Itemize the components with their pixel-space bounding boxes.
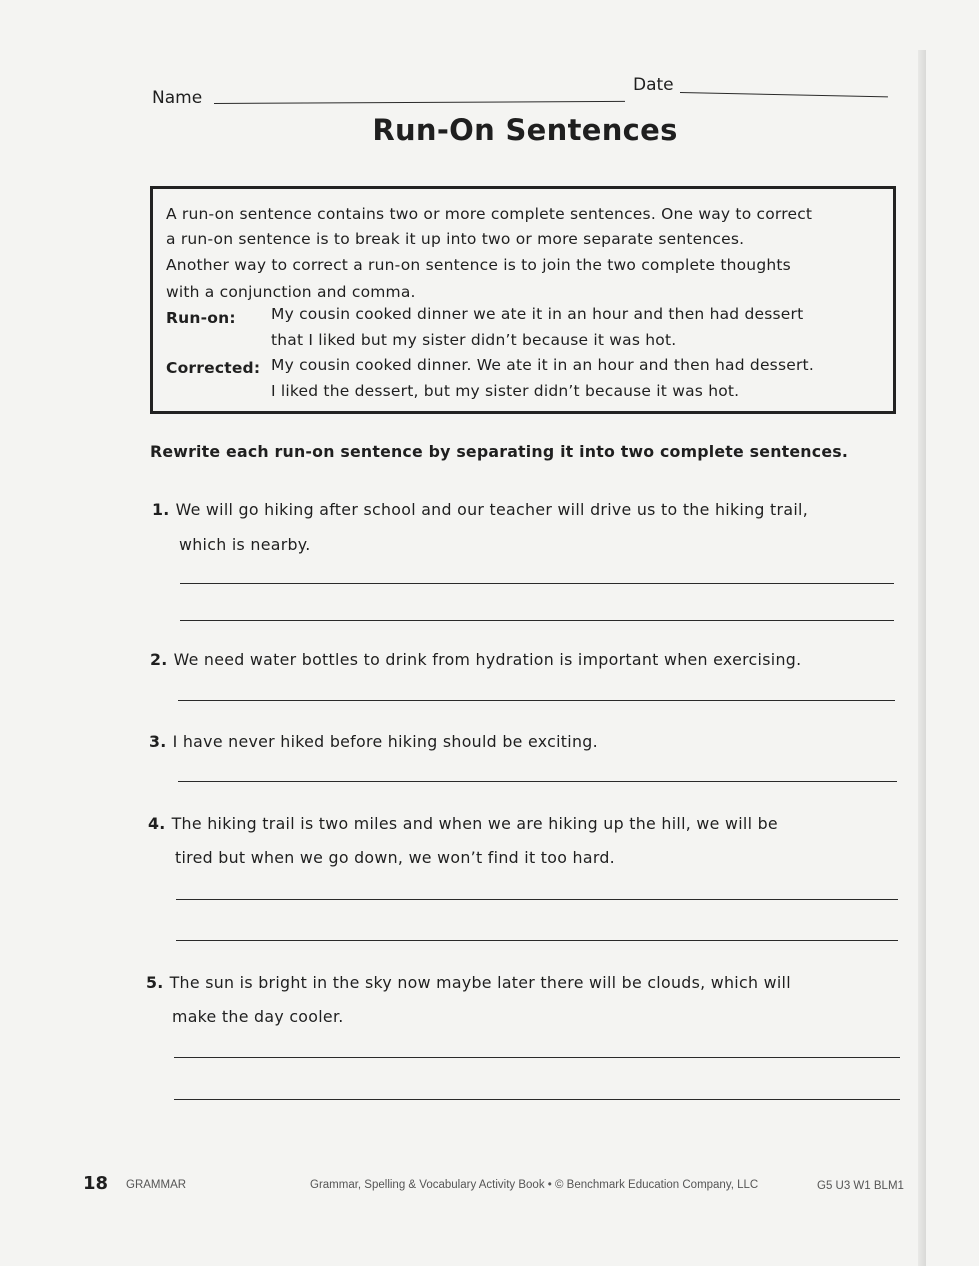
page-edge — [918, 50, 926, 1266]
corrected-label: Corrected: — [166, 359, 261, 377]
explanation-line: with a conjunction and comma. — [166, 283, 416, 301]
question-3 — [149, 732, 598, 751]
question-5 — [146, 973, 791, 992]
answer-line[interactable] — [180, 620, 894, 621]
question-text: We will go hiking after school and our teacher will drive us to the hiking trail, — [175, 500, 809, 519]
question-4 — [148, 814, 778, 833]
instruction: Rewrite each run-on sentence by separating it into two complete sentences. — [150, 442, 849, 461]
explanation-line: a run-on sentence is to break it up into two or more separate sentences. — [166, 230, 745, 248]
question-number: 3. — [149, 732, 167, 751]
date-field[interactable] — [680, 92, 888, 97]
footer-code: G5 U3 W1 BLM1 — [817, 1180, 904, 1192]
question-2 — [150, 650, 801, 669]
question-text: We need water bottles to drink from hydration is important when exercising. — [173, 650, 802, 669]
question-number: 5. — [146, 973, 164, 992]
question-text: I have never hiked before hiking should be exciting. — [172, 732, 598, 751]
question-1 — [152, 500, 808, 519]
explanation-line: A run-on sentence contains two or more complete sentences. One way to correct — [166, 205, 813, 223]
question-4-line-2: tired but when we go down, we won’t find it too hard. — [175, 848, 615, 867]
page-number: 18 — [83, 1173, 109, 1194]
name-field[interactable] — [214, 101, 625, 104]
footer-credit: Grammar, Spelling & Vocabulary Activity Book • © Benchmark Education Company, LLC — [310, 1179, 759, 1191]
answer-line[interactable] — [178, 700, 895, 701]
explanation-line: Another way to correct a run-on sentence is to join the two complete thoughts — [166, 256, 791, 274]
question-number: 1. — [152, 500, 170, 519]
runon-example-line: My cousin cooked dinner we ate it in an hour and then had dessert — [271, 305, 804, 323]
question-number: 2. — [150, 650, 168, 669]
corrected-example-line: My cousin cooked dinner. We ate it in an hour and then had dessert. — [271, 356, 814, 374]
answer-line[interactable] — [176, 899, 898, 900]
question-text: The sun is bright in the sky now maybe later there will be clouds, which will — [169, 973, 791, 992]
question-number: 4. — [148, 814, 166, 833]
answer-line[interactable] — [176, 940, 898, 941]
corrected-example-line: I liked the dessert, but my sister didn’t because it was hot. — [271, 382, 740, 400]
date-label: Date — [633, 75, 674, 95]
question-text: The hiking trail is two miles and when we are hiking up the hill, we will be — [171, 814, 778, 833]
answer-line[interactable] — [180, 583, 894, 584]
answer-line[interactable] — [174, 1057, 900, 1058]
footer-section: GRAMMAR — [126, 1179, 187, 1191]
question-5-line-2: make the day cooler. — [172, 1007, 344, 1026]
runon-example-line: that I liked but my sister didn’t because it was hot. — [271, 331, 677, 349]
question-1-line-2: which is nearby. — [179, 535, 311, 554]
runon-label: Run-on: — [166, 309, 236, 327]
answer-line[interactable] — [174, 1099, 900, 1100]
name-label: Name — [152, 88, 203, 108]
page-title: Run-On Sentences — [372, 113, 678, 147]
answer-line[interactable] — [178, 781, 897, 782]
